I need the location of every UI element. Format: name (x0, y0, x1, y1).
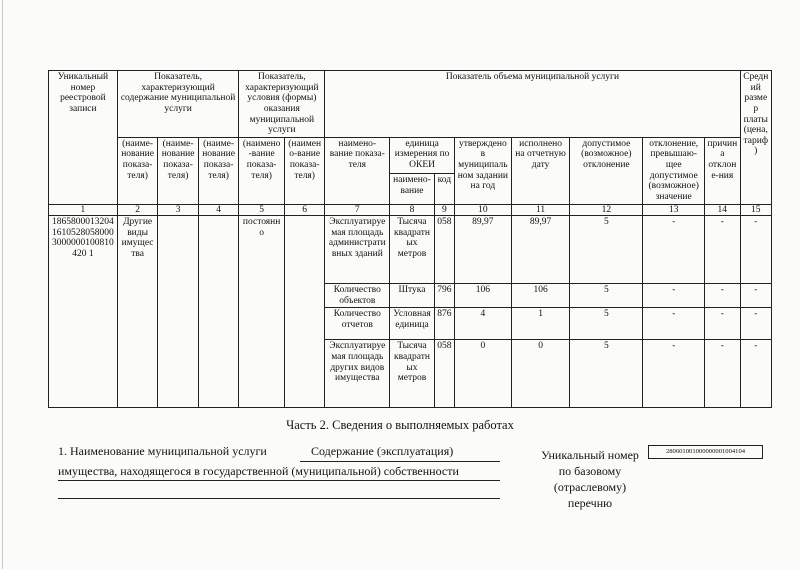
column-number: 15 (740, 204, 771, 216)
column-number: 14 (705, 204, 740, 216)
header-unit-name: наимено-вание (390, 174, 435, 204)
row-approved: 106 (455, 284, 512, 308)
header-sub-name-1: (наиме-нование показа-теля) (117, 137, 158, 204)
column-number: 1 (49, 204, 118, 216)
row-fee: - (740, 216, 771, 284)
header-allowed-deviation: допустимое (возможное) отклонение (570, 137, 643, 204)
row-code: 876 (434, 308, 454, 340)
column-number: 11 (511, 204, 570, 216)
unique-number-code-box: 280601001000000001004104 (648, 445, 763, 459)
row-reason: - (705, 308, 740, 340)
row-excess: - (643, 216, 705, 284)
unique-number-label-line: перечню (567, 496, 613, 510)
row-fee: - (740, 284, 771, 308)
column-number: 7 (325, 204, 390, 216)
row-allowed: 5 (570, 308, 643, 340)
row-name: Эксплуатируемая площадь административных зданий (325, 216, 390, 284)
unique-number-label (540, 447, 640, 511)
record-condition: постоянно (239, 216, 285, 408)
column-number: 13 (643, 204, 705, 216)
row-reason: - (705, 216, 740, 284)
header-sub-name-2: (наиме-нование показа-теля) (158, 137, 199, 204)
header-unit-okei: единица измерения по ОКЕИ (390, 137, 455, 173)
row-reason: - (705, 284, 740, 308)
row-excess: - (643, 340, 705, 408)
header-unit-code: код (434, 174, 454, 204)
column-number: 9 (434, 204, 454, 216)
header-indicator-name: наимено-вание показа-теля (325, 137, 390, 204)
row-excess: - (643, 284, 705, 308)
row-executed: 0 (511, 340, 570, 408)
header-unique-number: Уникальный номер реестровой записи (49, 71, 118, 205)
row-unit: Тысяча квадратных метров (390, 216, 435, 284)
header-excess-deviation: отклонение, превышаю-щее допустимое (возможное) значение (643, 137, 705, 204)
service-name-value-2: имущества, находящегося в государственной (муниципальной) собственности (58, 464, 459, 478)
service-name-value-1: Содержание (эксплуатация) (311, 444, 454, 458)
row-unit: Условная единица (390, 308, 435, 340)
row-name: Количество объектов (325, 284, 390, 308)
row-code: 058 (434, 216, 454, 284)
record-number: 186580001320416105280580003000000100810420 1 (49, 216, 118, 408)
part2-caption: Часть 2. Сведения о выполняемых работах (286, 418, 514, 432)
record-content: Другие виды имущества (117, 216, 158, 408)
table-row (49, 216, 772, 284)
header-reason: причина отклоне-ния (705, 137, 740, 204)
empty-cell (284, 216, 325, 408)
row-code: 058 (434, 340, 454, 408)
column-number: 10 (455, 204, 512, 216)
header-executed: исполнено на отчетную дату (511, 137, 570, 204)
row-name: Эксплуатируемая площадь других видов имущества (325, 340, 390, 408)
row-unit: Тысяча квадратных метров (390, 340, 435, 408)
column-number: 6 (284, 204, 325, 216)
page-edge (2, 0, 3, 569)
header-content-indicator: Показатель, характеризующий содержание муниципальной услуги (117, 71, 239, 138)
row-approved: 0 (455, 340, 512, 408)
column-number: 12 (570, 204, 643, 216)
header-sub-name-5: (наимено-вание показа-теля) (284, 137, 325, 204)
volume-indicators-table (48, 70, 772, 408)
empty-cell (198, 216, 239, 408)
row-excess: - (643, 308, 705, 340)
row-approved: 89,97 (455, 216, 512, 284)
column-number: 2 (117, 204, 158, 216)
header-volume-indicator: Показатель объема муниципальной услуги (325, 71, 740, 138)
row-executed: 1 (511, 308, 570, 340)
header-avg-fee: Средний размер платы (цена, тариф) (740, 71, 771, 205)
header-conditions-indicator: Показатель, характеризующий условия (формы) оказания муниципальной услуги (239, 71, 325, 138)
unique-number-label-line: Уникальный номер (541, 448, 639, 462)
service-name-underline-1 (300, 461, 500, 462)
column-number: 8 (390, 204, 435, 216)
row-allowed: 5 (570, 216, 643, 284)
service-name-underline-2 (58, 480, 500, 481)
header-sub-name-4: (наимено-вание показа-теля) (239, 137, 285, 204)
column-number: 4 (198, 204, 239, 216)
service-name-underline-3 (58, 498, 500, 499)
row-fee: - (740, 340, 771, 408)
row-name: Количество отчетов (325, 308, 390, 340)
header-sub-name-3: (наиме-нование показа-теля) (198, 137, 239, 204)
row-executed: 106 (511, 284, 570, 308)
header-approved: утверждено в муниципальном задании на год (455, 137, 512, 204)
row-unit: Штука (390, 284, 435, 308)
service-name-label: 1. Наименование муниципальной услуги (58, 444, 267, 458)
column-number-row (49, 204, 772, 216)
column-number: 5 (239, 204, 285, 216)
column-number: 3 (158, 204, 199, 216)
row-executed: 89,97 (511, 216, 570, 284)
row-reason: - (705, 340, 740, 408)
empty-cell (158, 216, 199, 408)
row-fee: - (740, 308, 771, 340)
unique-number-label-line: по базовому (558, 464, 622, 478)
row-approved: 4 (455, 308, 512, 340)
row-allowed: 5 (570, 340, 643, 408)
row-allowed: 5 (570, 284, 643, 308)
unique-number-label-line: (отраслевому) (553, 480, 627, 494)
row-code: 796 (434, 284, 454, 308)
